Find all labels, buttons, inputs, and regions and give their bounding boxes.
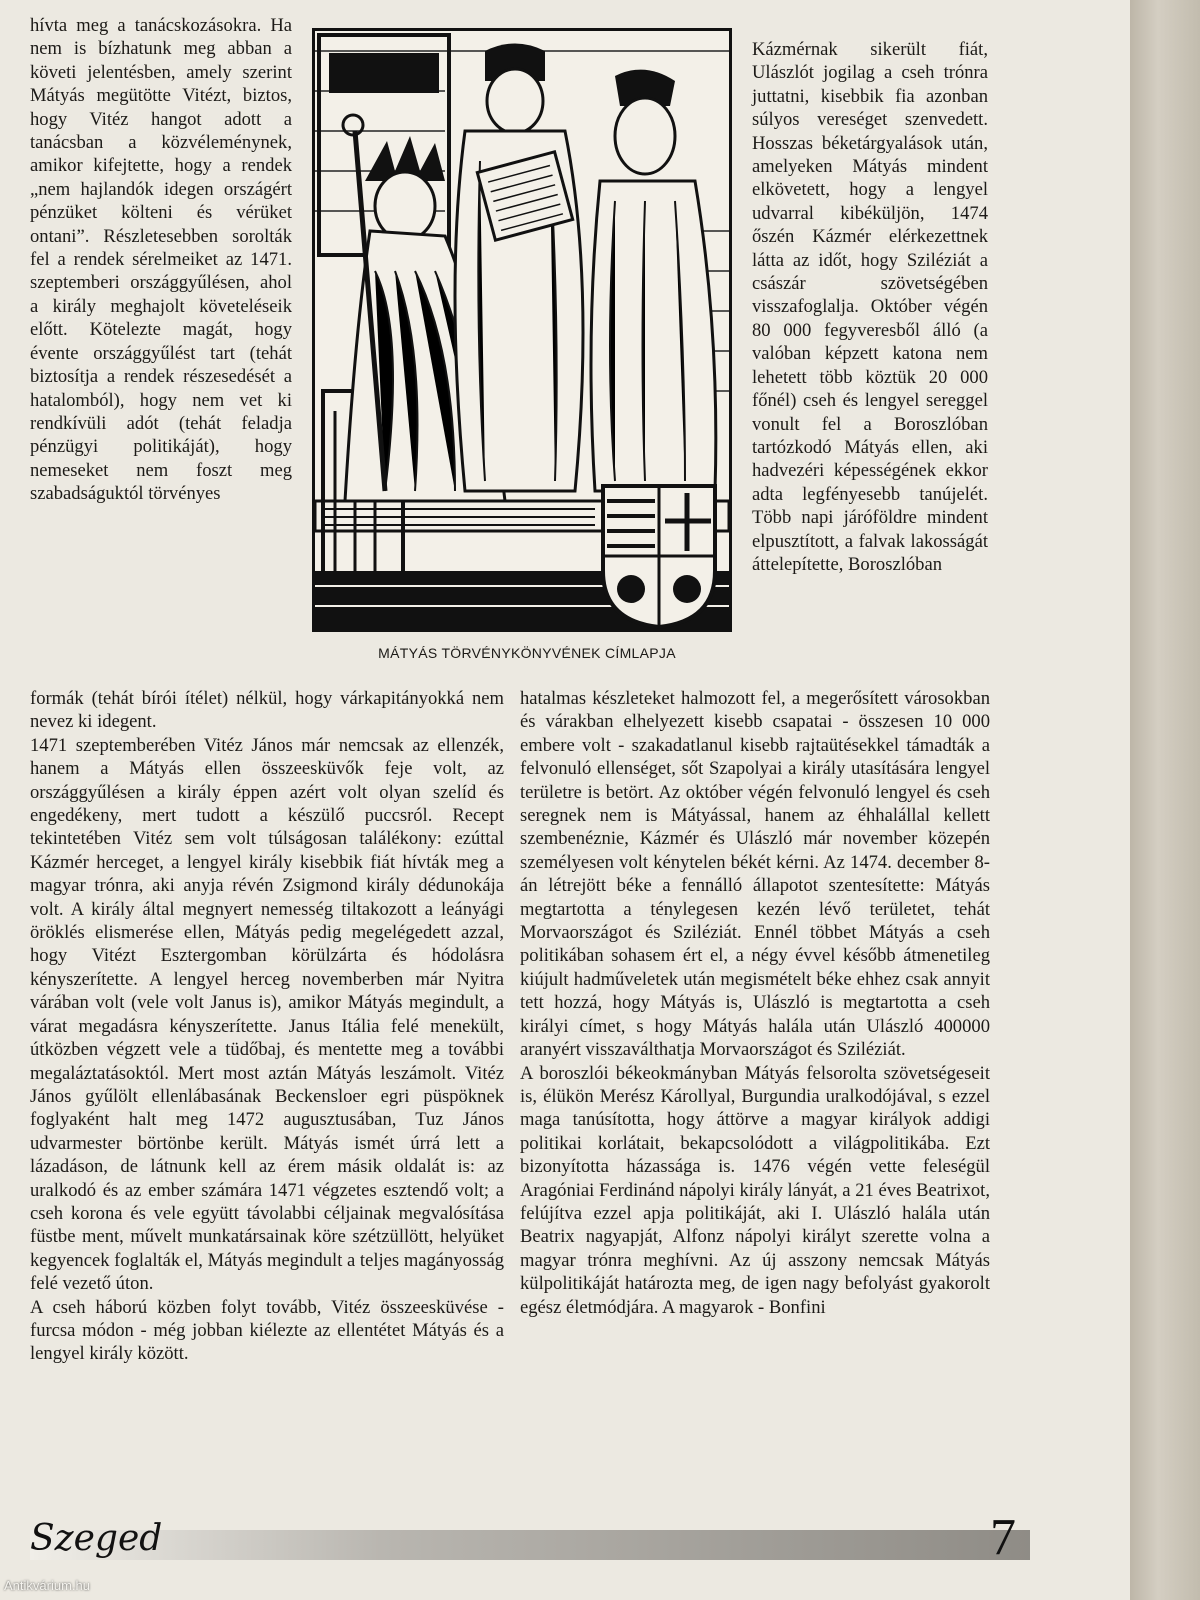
page-number: 7	[990, 1509, 1016, 1566]
watermark: Antikvárium.hu	[4, 1578, 90, 1593]
paragraph: A cseh háború közben folyt tovább, Vitéz összeesküvése - furcsa módon - még jobban kiélezte az ellentétet Mátyás és a lengyel király között.	[30, 1296, 504, 1365]
footer-brand: Szeged	[30, 1518, 163, 1559]
figure-caption: MÁTYÁS TÖRVÉNYKÖNYVÉNEK CÍMLAPJA	[378, 645, 676, 661]
article-column-left	[30, 687, 504, 1366]
footer-bar	[30, 1530, 1030, 1560]
paragraph: hívta meg a tanácskozásokra. Ha nem is bízhatunk meg abban a követi jelentésben, amely szerint Mátyás megütötte Vitézt, biztos, hogy Vitéz hangot adott a tanácsban a közvéleménynek, amikor kifejtette, hogy a rendek „nem hajlandók idegen országért pénzüket költeni és vérüket ontani”. Részletesebben sorolták fel a rendek sérelmeiket az 1471. szeptemberi országgyűlésen, ahol a király meghajolt követeléseik előtt. Kötelezte magát, hogy évente országgyűlést tart (tehát biztosítja a rendek részesedését a hatalomból), hogy nem vet ki rendkívüli adót (tehát feladja pénzügyi politikáját), hogy nemeseket nem foszt meg szabadságuktól törvényes	[30, 15, 292, 505]
paragraph: Kázmérnak sikerült fiát, Ulászlót jogilag a cseh trónra juttatni, kisebbik fia azonban súlyos vereséget szenvedett. Hosszas béketárgyalások után, amelyeken Mátyás mindent elkövetett, hogy a lengyel udvarral kibéküljön, 1474 őszén Kázmér elérkezettnek látta az időt, hogy Sziléziát a császár szövetségében visszafoglalja. Október végén 80 000 fegyveresből álló (a valóban képzett katona nem lehetett több köztük 20 000 főnél) cseh és lengyel sereggel vonult fel a Boroszlóban tartózkodó Mátyás ellen, aki hadvezéri képességének ekkor adta legfényesebb tanújelét. Több napi járóföldre mindent elpusztított, a falvak lakosságát áttelepítette, Boroszlóban	[752, 39, 988, 575]
paragraph: A boroszlói békeokmányban Mátyás felsorolta szövetségeseit is, élükön Merész Károllyal, Burgundia uralkodójával, s ezzel maga tanúsította, hogy áttörve a magyar királyok addigi politikai korlátait, bekapcsolódott a világpolitikába. Ezt bizonyította házassága is. 1476 végén vette feleségül Aragóniai Ferdinánd nápolyi király lányát, a 21 éves Beatrixot, felújítva ezzel apja politikáját, aki I. Ulászló halála után Beatrix nagyapját, Alfonz nápolyi királyt szerette volna a magyar trónra meghívni. Az új asszony nemcsak Mátyás külpolitikáját határozta meg, de igen nagy befolyást gyakorolt egész életmódjára. A magyarok - Bonfini	[520, 1062, 990, 1318]
article-column-right	[520, 687, 990, 1319]
paragraph: hatalmas készleteket halmozott fel, a megerősített városokban és várakban elhelyezett kisebb csapatai - összesen 10 000 embere volt - szakadatlanul kisebb rajtaütésekkel támadták a felvonuló ellenséget, sőt Szapolyai a király utasítására lengyel területre is betört. Az október végén felvonuló lengyel és cseh seregnek nem is Mátyással, hanem az éhhalállal kellett szembenéznie, Kázmér és Ulászló már november közepén személyesen volt kénytelen békét kérni. Az 1474. december 8-án létrejött béke a fennálló állapotot szentesítette: Mátyás megtartotta a ténylegesen kezén lévő területet, tehát Morvaországot és Sziléziát. Ennél többet Mátyás a cseh politikában sohasem ért el, a négy évvel később átmenetileg kiújult hadműveletek után megismételt béke ehhez csak annyit tett hozzá, hogy Mátyás is, Ulászló is megtartotta a cseh királyi címet, s hogy Mátyás halála után Ulászló 400000 aranyért visszaválthatja Morvaországot és Sziléziát.	[520, 688, 990, 1061]
page-edge	[1130, 0, 1200, 1600]
paragraph: 1471 szeptemberében Vitéz János már nemcsak az ellenzék, hanem a Mátyás ellen összeesküvők feje volt, az országgyűlésen a király éppen azért volt olyan szelíd és engedékeny, mert tudott a készülő puccsról. Recept tekintetében Vitéz sem volt túlságosan találékony: ezúttal Kázmér herceget, a lengyel király kisebbik fiát hívták meg a magyar trónra, aki anyja révén Zsigmond király dédunokája volt. A király által megnyert nemesség tiltakozott a leányági öröklés elismerése ellen, Mátyás pedig megelégedett azzal, hogy Vitézt Esztergomban körülzárta és hódolásra kényszerítette. A lengyel herceg novemberben már Nyitra várában volt (vele volt Janus is), amikor Mátyás megindult, a várat megadásra kényszerítette. Janus Itália felé menekült, útközben végzett vele a tüdőbaj, és mentette meg a további megaláztatásoktól. Mert most aztán Mátyás leszámolt. Vitéz János gyűlölt ellenlábasának Beckensloer egri püspöknek foglyaként halt meg 1472 augusztusában, Tuz János udvarmester börtönbe került. Mátyás ismét úrrá lett a lázadáson, de látnunk kell az érem másik oldalát is: az uralkodó és az ember számára 1471 végzetes esztendő volt; a cseh korona és vele együtt távolabbi céljainak megvalósítása füstbe ment, művelt munkatársainak köre szétzüllött, helyüket kegyencek foglalták el, Mátyás megindult a teljes magányosság felé vezető úton.	[30, 734, 504, 1295]
article-column-right-top	[752, 38, 988, 576]
woodcut-illustration	[312, 28, 732, 632]
paragraph: formák (tehát bírói ítélet) nélkül, hogy várkapitányokká nem nevez ki idegent.	[30, 688, 504, 733]
article-column-left-top	[30, 14, 292, 506]
